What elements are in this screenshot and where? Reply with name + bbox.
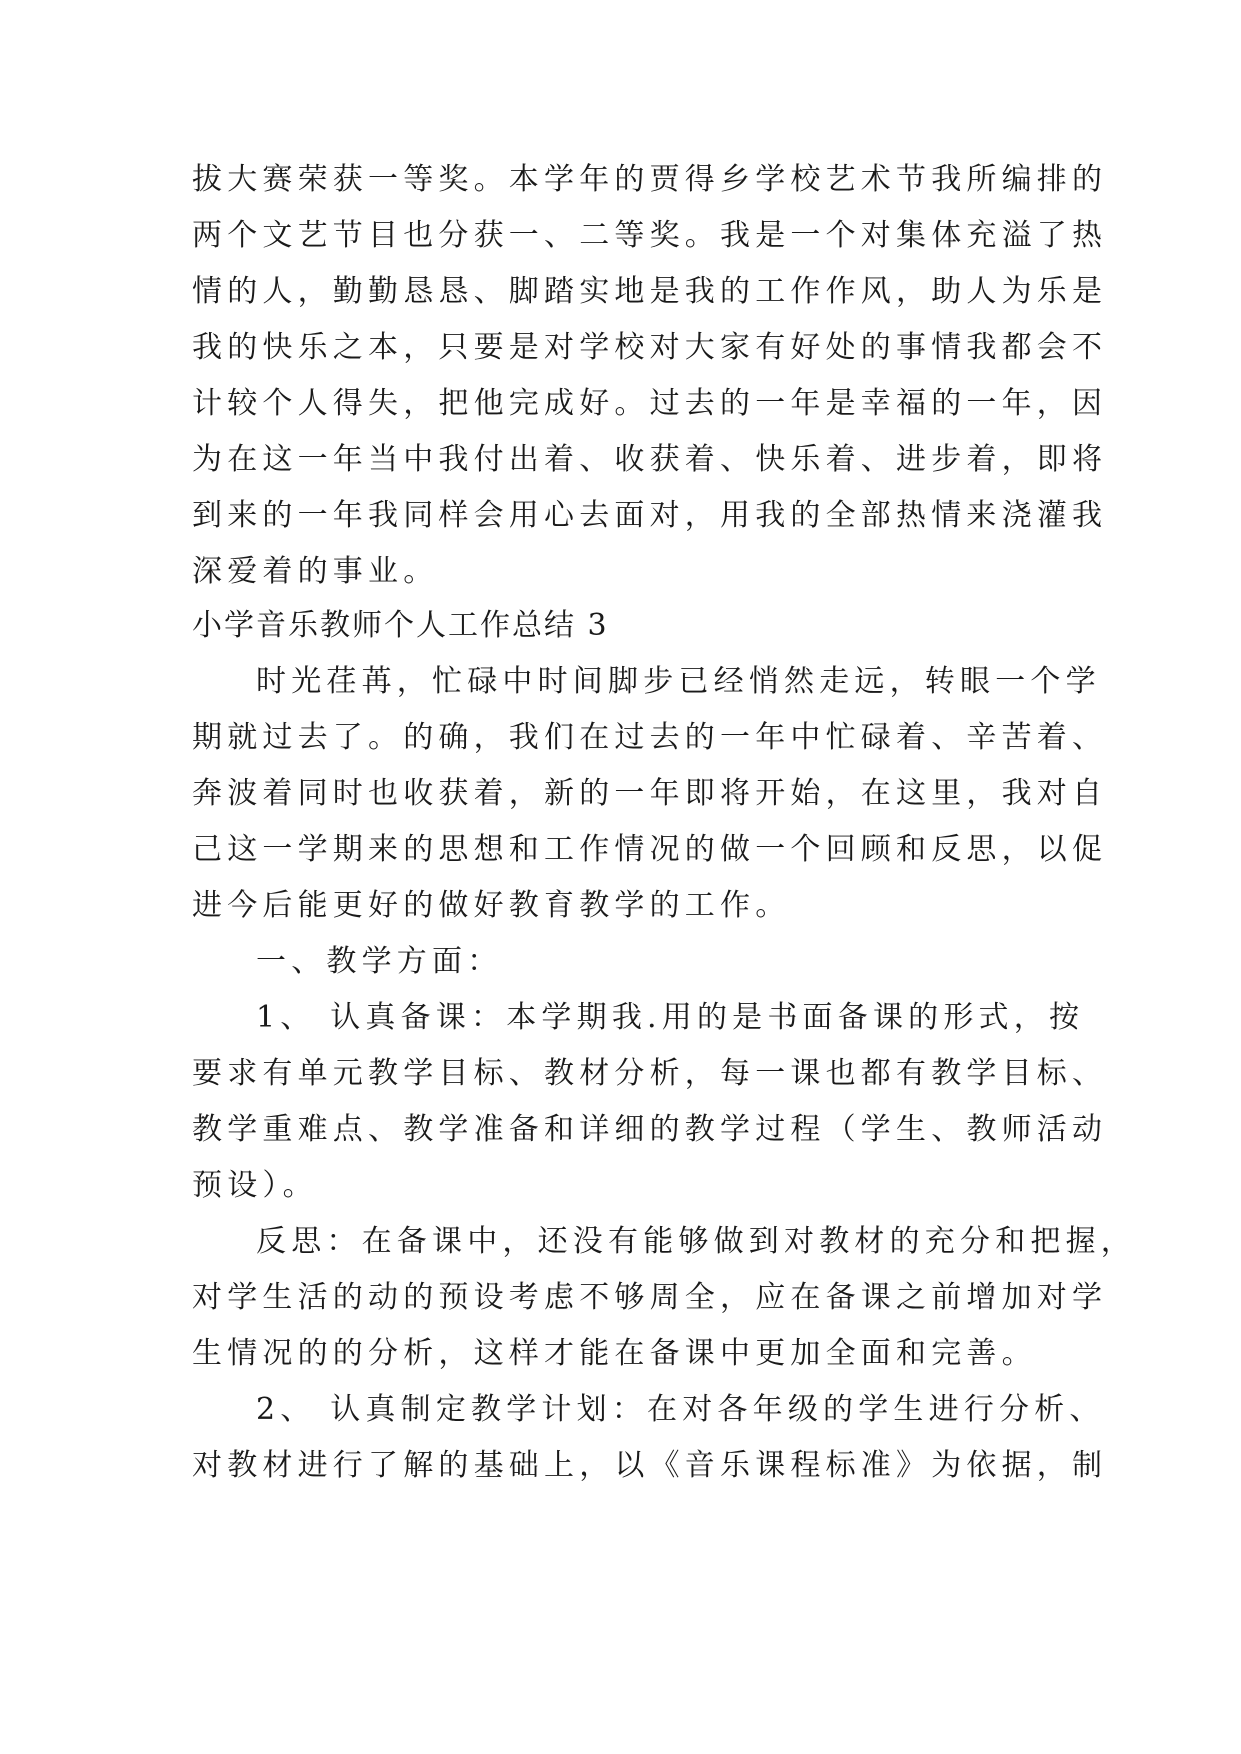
section-heading: 小学音乐教师个人工作总结 3 [192,608,609,643]
paragraph-line: 1、 认真备课：本学期我.用的是书面备课的形式，按 [256,1000,1085,1035]
paragraph-line: 2、 认真制定教学计划：在对各年级的学生进行分析、 [256,1392,1105,1427]
subheading: 一、教学方面： [256,944,503,979]
paragraph-line: 拔大赛荣获一等奖。本学年的贾得乡学校艺术节我所编排的 [192,162,1108,197]
paragraph-line: 深爱着的事业。 [192,554,439,589]
paragraph-line: 教学重难点、教学准备和详细的教学过程（学生、教师活动 [192,1112,1108,1147]
paragraph-line: 到来的一年我同样会用心去面对，用我的全部热情来浇灌我 [192,498,1108,533]
paragraph-line: 为在这一年当中我付出着、收获着、快乐着、进步着，即将 [192,442,1108,477]
paragraph-line: 对教材进行了解的基础上，以《音乐课程标准》为依据，制 [192,1448,1108,1483]
paragraph-line: 情的人，勤勤恳恳、脚踏实地是我的工作作风，助人为乐是 [192,274,1108,309]
paragraph-line: 己这一学期来的思想和工作情况的做一个回顾和反思，以促 [192,832,1108,867]
paragraph-line: 我的快乐之本，只要是对学校对大家有好处的事情我都会不 [192,330,1108,365]
paragraph-line: 期就过去了。的确，我们在过去的一年中忙碌着、辛苦着、 [192,720,1108,755]
paragraph-line: 预设）。 [192,1168,318,1203]
paragraph-line: 两个文艺节目也分获一、二等奖。我是一个对集体充溢了热 [192,218,1108,253]
paragraph-line: 反思：在备课中，还没有能够做到对教材的充分和把握， [256,1224,1136,1259]
paragraph-line: 要求有单元教学目标、教材分析，每一课也都有教学目标、 [192,1056,1108,1091]
paragraph-line: 对学生活的动的预设考虑不够周全，应在备课之前增加对学 [192,1280,1108,1315]
paragraph-line: 进今后能更好的做好教育教学的工作。 [192,888,791,923]
paragraph-line: 时光荏苒，忙碌中时间脚步已经悄然走远，转眼一个学 [256,664,1101,699]
paragraph-line: 奔波着同时也收获着，新的一年即将开始，在这里，我对自 [192,776,1108,811]
paragraph-line: 生情况的的分析，这样才能在备课中更加全面和完善。 [192,1336,1037,1371]
paragraph-line: 计较个人得失，把他完成好。过去的一年是幸福的一年，因 [192,386,1108,421]
